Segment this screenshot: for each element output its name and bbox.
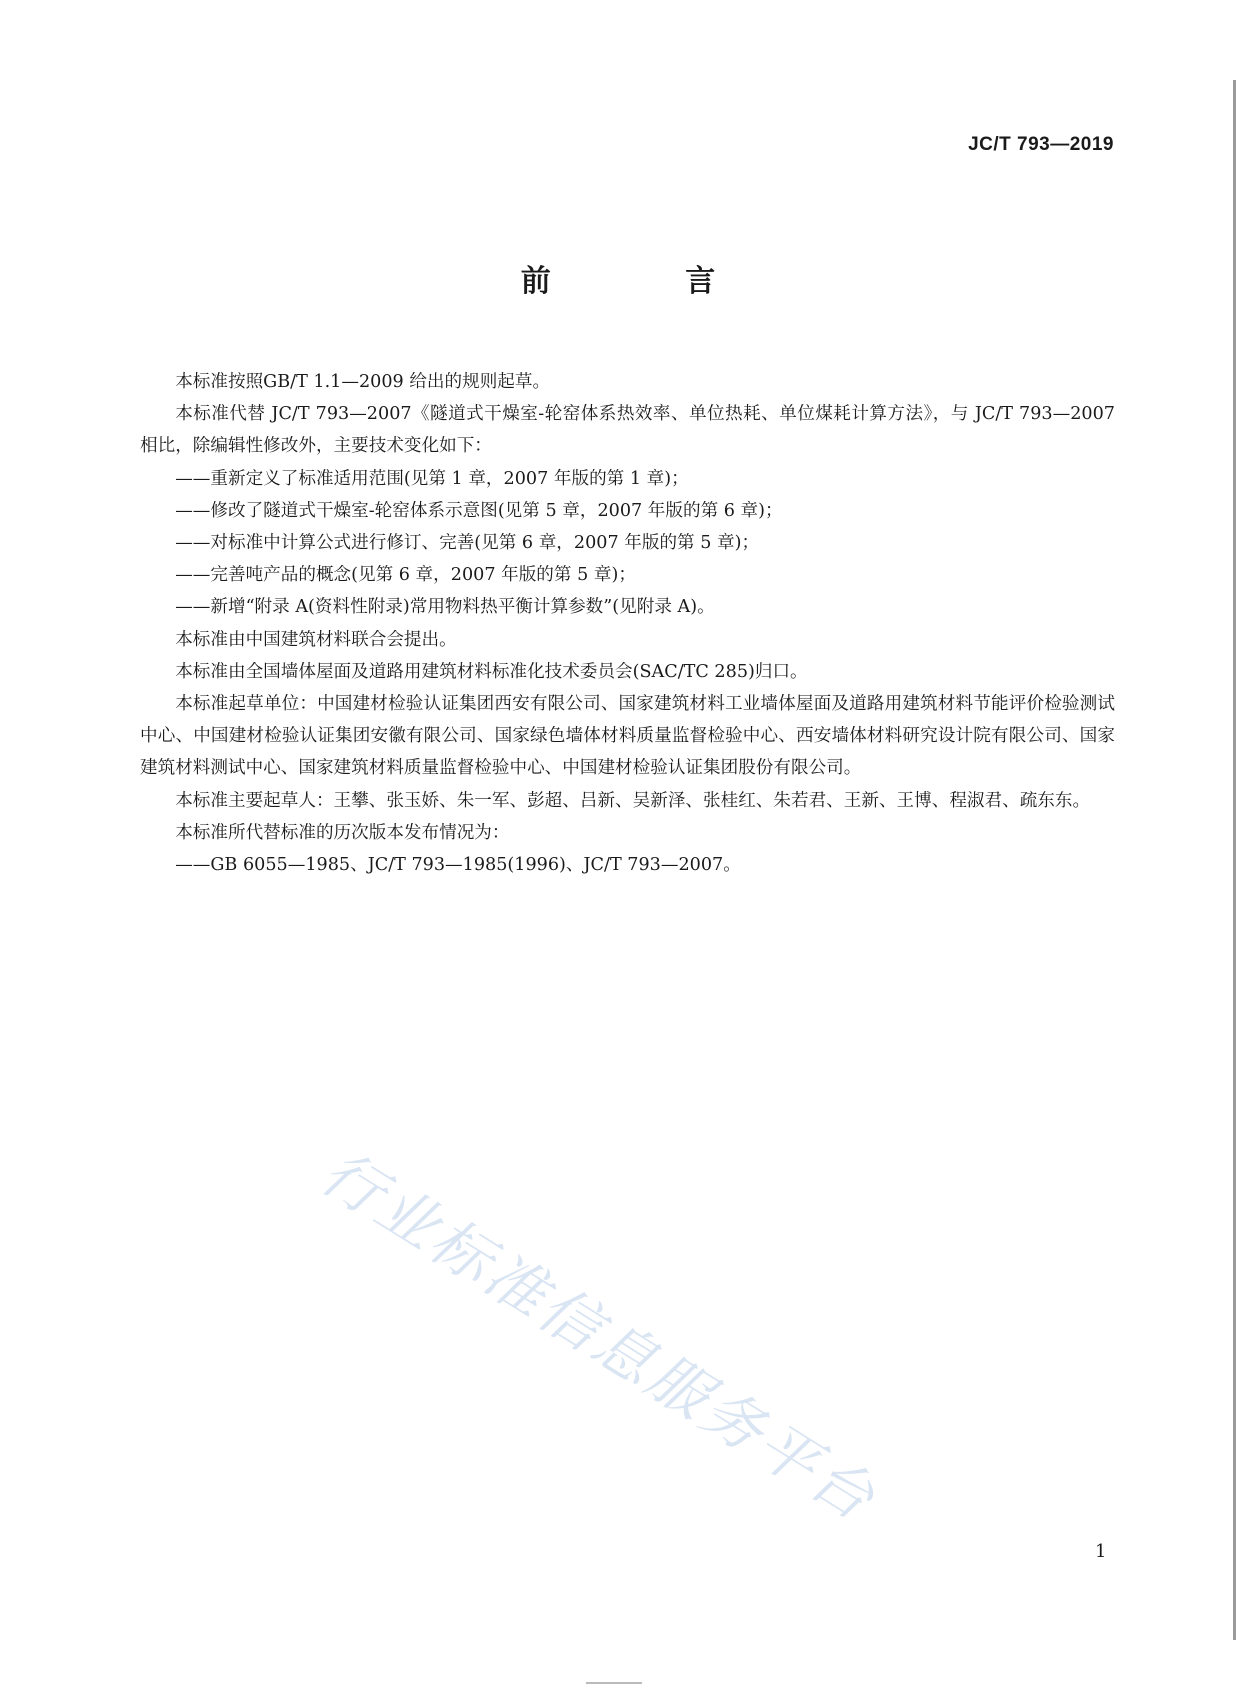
paragraph: 本标准按照GB/T 1.1—2009 给出的规则起草。 xyxy=(175,372,551,392)
paragraph: 本标准起草单位：中国建材检验认证集团西安有限公司、国家建筑材料工业墙体屋面及道路用建筑材料节能评价检验测试中心、中国建材检验认证集团安徽有限公司、国家绿色墙体材料质量监督检验中心、西安墙体材料研究设计院有限公司、国家建筑材料测试中心、国家建筑材料质量监督检验中心、中国建材检验认证集团股份有限公司。 xyxy=(140,694,1115,779)
bottom-edge-mark xyxy=(586,1682,642,1684)
list-item: ——修改了隧道式干燥室-轮窑体系示意图(见第 5 章，2007 年版的第 6 章)； xyxy=(175,500,783,521)
paragraph: 本标准由中国建筑材料联合会提出。 xyxy=(175,629,457,650)
list-item: ——GB 6055—1985、JC/T 793—1985(1996)、JC/T 793—2007。 xyxy=(175,855,741,876)
watermark-text: 行业标准信息服务平台 xyxy=(308,1137,889,1537)
standard-code: JC/T 793—2019 xyxy=(968,134,1114,155)
list-item: ——对标准中计算公式进行修订、完善(见第 6 章，2007 年版的第 5 章)； xyxy=(175,533,760,554)
page-number: 1 xyxy=(1095,1541,1107,1562)
paragraph: 本标准主要起草人：王攀、张玉娇、朱一军、彭超、吕新、吴新泽、张桂红、朱若君、王新、王博、程淑君、疏东东。 xyxy=(175,790,1091,811)
foreword-body xyxy=(140,366,1115,881)
list-item: ——重新定义了标准适用范围(见第 1 章，2007 年版的第 1 章)； xyxy=(175,468,689,489)
paragraph: 本标准由全国墙体屋面及道路用建筑材料标准化技术委员会(SAC/TC 285)归口。 xyxy=(175,661,808,682)
list-item: ——新增“附录 A(资料性附录)常用物料热平衡计算参数”(见附录 A)。 xyxy=(175,597,715,618)
page-title: 前 言 xyxy=(520,264,778,299)
list-item: ——完善吨产品的概念(见第 6 章，2007 年版的第 5 章)； xyxy=(175,565,636,586)
paragraph: 本标准代替 JC/T 793—2007《隧道式干燥室-轮窑体系热效率、单位热耗、单位煤耗计算方法》，与 JC/T 793—2007 相比，除编辑性修改外，主要技术变化如下： xyxy=(140,404,1115,457)
paragraph: 本标准所代替标准的历次版本发布情况为： xyxy=(175,822,510,843)
